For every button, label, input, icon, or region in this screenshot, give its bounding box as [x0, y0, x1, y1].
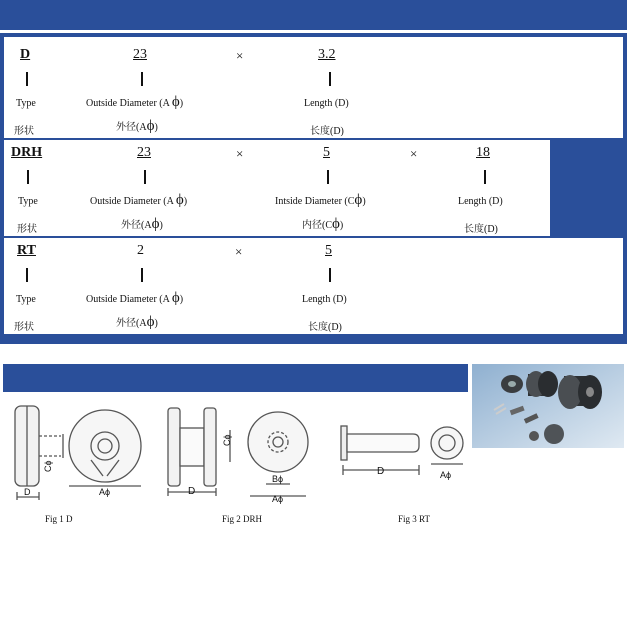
tick	[27, 170, 29, 184]
type-label: Type	[18, 196, 38, 207]
disc	[544, 424, 564, 444]
length-value: 5	[325, 243, 332, 258]
times-sign: ×	[235, 244, 243, 259]
times-sign: ×	[236, 48, 244, 63]
tick	[26, 72, 28, 86]
dim-label-c: Cϕ	[43, 460, 53, 472]
length-label: Length (D)	[458, 196, 503, 207]
times-sign: ×	[410, 146, 418, 161]
dim-label-a: Aϕ	[99, 487, 111, 497]
tick	[144, 170, 146, 184]
times-sign: ×	[236, 146, 244, 161]
type-code-d: D	[20, 47, 31, 62]
dim-label-d: D	[377, 466, 385, 477]
outside-diameter-value: 2	[137, 243, 144, 258]
type-label: Type	[16, 294, 36, 305]
dim-label-d: D	[24, 487, 31, 497]
fig-caption-1: Fig 1 D	[45, 514, 73, 524]
length-label-cn: 长度(D)	[464, 224, 498, 235]
tick	[329, 72, 331, 86]
outside-diameter-label: Outside Diameter (A ϕ)	[86, 290, 184, 306]
outside-diameter-value: 23	[137, 145, 151, 160]
inside-diameter-label-cn: 内径(Cϕ)	[302, 216, 344, 232]
tick	[141, 268, 143, 282]
outside-diameter-label: Outside Diameter (A ϕ)	[86, 94, 184, 110]
inside-diameter-value: 5	[323, 145, 330, 160]
type-code-rt: RT	[17, 243, 36, 258]
type-code-drh: DRH	[11, 145, 43, 160]
outside-diameter-label-cn: 外径(Aϕ)	[121, 216, 163, 232]
fig-caption-3: Fig 3 RT	[398, 514, 430, 524]
tick	[141, 72, 143, 86]
length-label: Length (D)	[304, 98, 349, 109]
dim-label-d: D	[188, 486, 196, 497]
tick	[327, 170, 329, 184]
length-value: 3.2	[318, 47, 336, 62]
type-label-cn: 形状	[14, 322, 34, 333]
section-bar	[3, 364, 468, 392]
length-label-cn: 长度(D)	[308, 322, 342, 333]
header-bar	[0, 0, 627, 30]
disc	[529, 431, 539, 441]
type-label-cn: 形状	[17, 224, 37, 235]
dim-label-a: Aϕ	[440, 470, 452, 480]
inside-diameter-label: Intside Diameter (Cϕ)	[275, 192, 366, 208]
outside-diameter-value: 23	[133, 47, 147, 62]
length-value: 18	[476, 145, 490, 160]
dim-label-c: Cϕ	[222, 434, 232, 446]
product-photo	[472, 364, 624, 448]
outside-diameter-label-cn: 外径(Aϕ)	[116, 118, 158, 134]
fig1-diagram	[5, 400, 155, 505]
length-label: Length (D)	[302, 294, 347, 305]
dim-label-b: Bϕ	[272, 474, 284, 484]
tick	[484, 170, 486, 184]
outside-diameter-label-cn: 外径(Aϕ)	[116, 314, 158, 330]
fig-caption-2: Fig 2 DRH	[222, 514, 263, 524]
dim-label-a: Aϕ	[272, 494, 284, 504]
fig2-diagram	[160, 400, 330, 505]
tick	[329, 268, 331, 282]
type-label-cn: 形状	[14, 126, 34, 137]
fig3-diagram	[335, 400, 475, 505]
tick	[26, 268, 28, 282]
length-label-cn: 长度(D)	[310, 126, 344, 137]
outside-diameter-label: Outside Diameter (A ϕ)	[90, 192, 188, 208]
type-label: Type	[16, 98, 36, 109]
